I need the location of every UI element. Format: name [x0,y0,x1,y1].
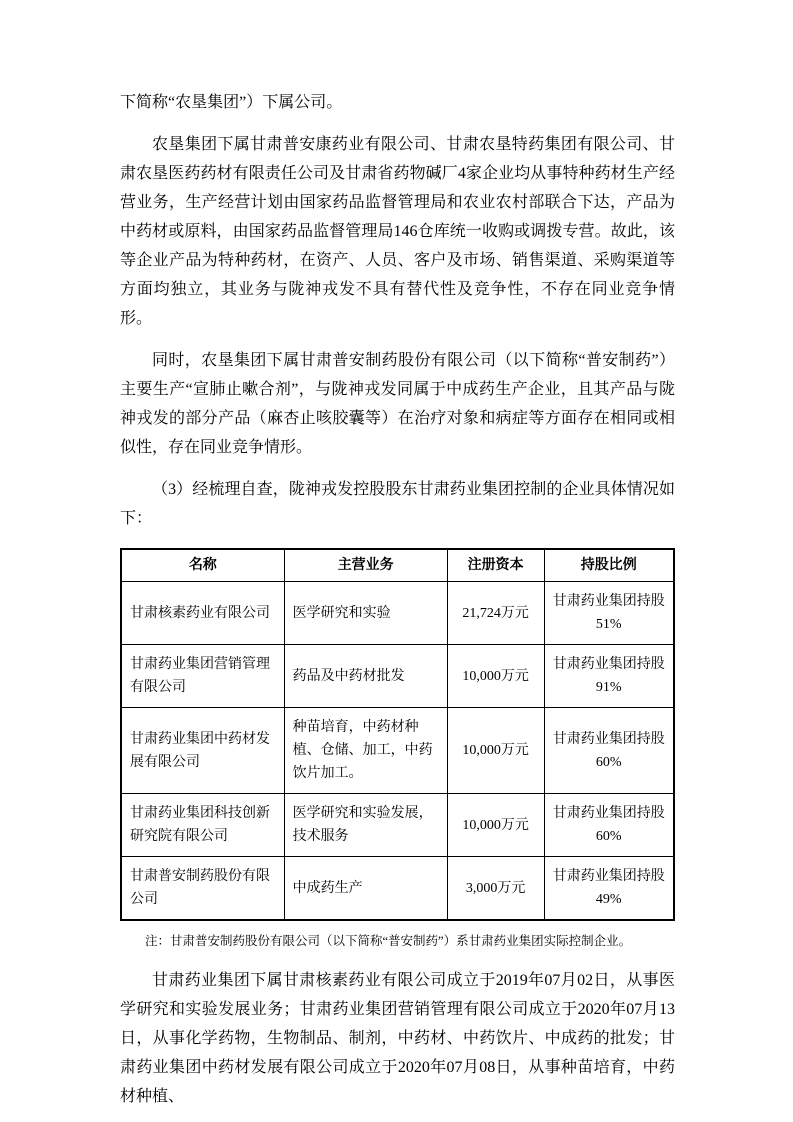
table-header-name: 名称 [121,549,284,582]
table-cell-registered-capital: 10,000万元 [447,645,544,708]
table-row [121,708,674,794]
table-cell-company-name: 甘肃普安制药股份有限公司 [121,857,284,921]
table-cell-main-business: 种苗培育，中药材种植、仓储、加工，中药饮片加工。 [284,708,447,794]
paragraph-puan-pharma: 同时，农垦集团下属甘肃普安制药股份有限公司（以下简称“普安制药”）主要生产“宣肺止嗽合剂”，与陇神戎发同属于中成药生产企业，且其产品与陇神戎发的部分产品（麻杏止咳胶囊等）在治疗对象和病症等方面存在相同或相似性，存在同业竞争情形。 [120,352,675,456]
paragraph-special-herbs: 农垦集团下属甘肃普安康药业有限公司、甘肃农垦特药集团有限公司、甘肃农垦医药药材有限责任公司及甘肃省药物碱厂4家企业均从事特种药材生产经营业务，生产经营计划由国家药品监督管理局和农业农村部联合下达，产品为中药材或原料，由国家药品监督管理局146仓库统一收购或调拨专营。故此，该等企业产品为特种药材，在资产、人员、客户及市场、销售渠道、采购渠道等方面均独立，其业务与陇神戎发不具有替代性及竞争性，不存在同业竞争情形。 [120,136,675,327]
table-cell-company-name: 甘肃药业集团中药材发展有限公司 [121,708,284,794]
paragraph-continuation: 下简称“农垦集团”）下属公司。 [120,94,343,111]
table-cell-shareholding: 甘肃药业集团持股51% [544,582,674,645]
table-cell-shareholding: 甘肃药业集团持股60% [544,708,674,794]
table-header-main-business: 主营业务 [284,549,447,582]
table-cell-registered-capital: 21,724万元 [447,582,544,645]
table-cell-shareholding: 甘肃药业集团持股49% [544,857,674,921]
table-row [121,645,674,708]
table-note: 注：甘肃普安制药股份有限公司（以下简称“普安制药”）系甘肃药业集团实际控制企业。 [145,934,632,948]
table-cell-main-business: 医学研究和实验 [284,582,447,645]
company-table [120,548,675,921]
table-header-row [121,549,674,582]
table-row [121,582,674,645]
paragraph-founding-dates: 甘肃药业集团下属甘肃核素药业有限公司成立于2019年07月02日，从事医学研究和实验发展业务；甘肃药业集团营销管理有限公司成立于2020年07月13日，从事化学药物，生物制品、制剂，中药材、中药饮片、中成药的批发；甘肃药业集团中药材发展有限公司成立于2020年07月08日，从事种苗培育，中药材种植、 [120,972,675,1105]
paragraph-item3: （3）经梳理自查，陇神戎发控股股东甘肃药业集团控制的企业具体情况如下： [120,481,675,527]
table-cell-main-business: 医学研究和实验发展，技术服务 [284,794,447,857]
table-cell-main-business: 药品及中药材批发 [284,645,447,708]
table-cell-main-business: 中成药生产 [284,857,447,921]
table-row [121,857,674,921]
table-cell-registered-capital: 3,000万元 [447,857,544,921]
table-cell-registered-capital: 10,000万元 [447,708,544,794]
table-cell-company-name: 甘肃药业集团营销管理有限公司 [121,645,284,708]
table-cell-company-name: 甘肃核素药业有限公司 [121,582,284,645]
table-cell-registered-capital: 10,000万元 [447,794,544,857]
table-cell-shareholding: 甘肃药业集团持股60% [544,794,674,857]
table-header-registered-capital: 注册资本 [447,549,544,582]
table-cell-company-name: 甘肃药业集团科技创新研究院有限公司 [121,794,284,857]
table-cell-shareholding: 甘肃药业集团持股91% [544,645,674,708]
table-row [121,794,674,857]
table-header-shareholding: 持股比例 [544,549,674,582]
